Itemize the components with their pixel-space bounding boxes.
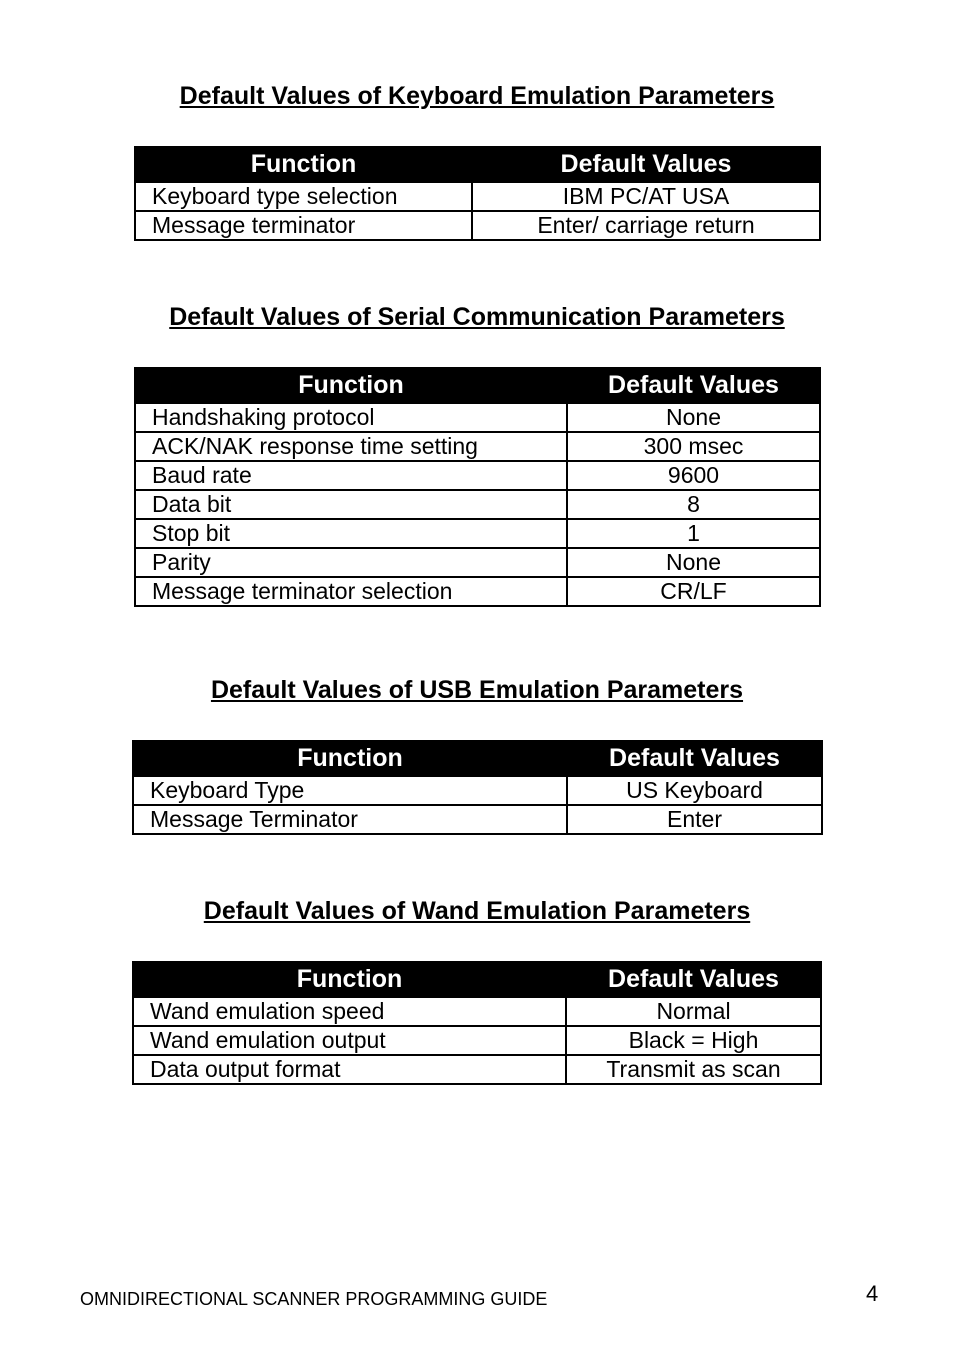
- function-cell: Keyboard Type: [133, 776, 567, 805]
- serial-params-table: [134, 367, 821, 607]
- table-row: [135, 211, 820, 240]
- section-title-usb: Default Values of USB Emulation Parameters: [210, 676, 744, 704]
- table-row: [133, 776, 822, 805]
- value-cell: Enter: [567, 805, 822, 834]
- column-header-function: Function: [133, 741, 567, 776]
- value-cell: 300 msec: [567, 432, 820, 461]
- section-title-serial: Default Values of Serial Communication Parameters: [169, 303, 785, 331]
- value-cell: IBM PC/AT USA: [472, 182, 820, 211]
- function-cell: Parity: [135, 548, 567, 577]
- value-cell: CR/LF: [567, 577, 820, 606]
- table-row: [133, 997, 821, 1026]
- section-title-wand: Default Values of Wand Emulation Parameters: [203, 897, 751, 925]
- wand-params-table: [132, 961, 822, 1085]
- function-cell: Handshaking protocol: [135, 403, 567, 432]
- keyboard-params-table: [134, 146, 821, 241]
- table-row: [133, 805, 822, 834]
- table-row: [135, 577, 820, 606]
- column-header-function: Function: [133, 962, 566, 997]
- column-header-function: Function: [135, 147, 472, 182]
- function-cell: Message terminator: [135, 211, 472, 240]
- value-cell: 8: [567, 490, 820, 519]
- table-row: [133, 1026, 821, 1055]
- value-cell: Black = High: [566, 1026, 821, 1055]
- value-cell: None: [567, 548, 820, 577]
- table-header-row: [133, 741, 822, 776]
- table-header-row: [135, 368, 820, 403]
- value-cell: Enter/ carriage return: [472, 211, 820, 240]
- table-row: [135, 182, 820, 211]
- table-row: [135, 519, 820, 548]
- function-cell: Keyboard type selection: [135, 182, 472, 211]
- table-row: [135, 461, 820, 490]
- usb-params-table: [132, 740, 823, 835]
- function-cell: Baud rate: [135, 461, 567, 490]
- page-number: 4: [866, 1281, 879, 1306]
- footer-guide-title: OMNIDIRECTIONAL SCANNER PROGRAMMING GUIDE: [80, 1289, 548, 1309]
- value-cell: None: [567, 403, 820, 432]
- value-cell: Normal: [566, 997, 821, 1026]
- column-header-default-values: Default Values: [472, 147, 820, 182]
- table-row: [135, 490, 820, 519]
- function-cell: Message Terminator: [133, 805, 567, 834]
- function-cell: Stop bit: [135, 519, 567, 548]
- value-cell: US Keyboard: [567, 776, 822, 805]
- column-header-default-values: Default Values: [567, 741, 822, 776]
- table-header-row: [133, 962, 821, 997]
- column-header-default-values: Default Values: [567, 368, 820, 403]
- function-cell: Message terminator selection: [135, 577, 567, 606]
- table-row: [135, 432, 820, 461]
- table-row: [135, 403, 820, 432]
- function-cell: Wand emulation output: [133, 1026, 566, 1055]
- column-header-function: Function: [135, 368, 567, 403]
- function-cell: ACK/NAK response time setting: [135, 432, 567, 461]
- function-cell: Data bit: [135, 490, 567, 519]
- column-header-default-values: Default Values: [566, 962, 821, 997]
- value-cell: 1: [567, 519, 820, 548]
- function-cell: Wand emulation speed: [133, 997, 566, 1026]
- table-row: [133, 1055, 821, 1084]
- function-cell: Data output format: [133, 1055, 566, 1084]
- table-row: [135, 548, 820, 577]
- section-title-keyboard: Default Values of Keyboard Emulation Parameters: [179, 82, 775, 110]
- table-header-row: [135, 147, 820, 182]
- value-cell: Transmit as scan: [566, 1055, 821, 1084]
- value-cell: 9600: [567, 461, 820, 490]
